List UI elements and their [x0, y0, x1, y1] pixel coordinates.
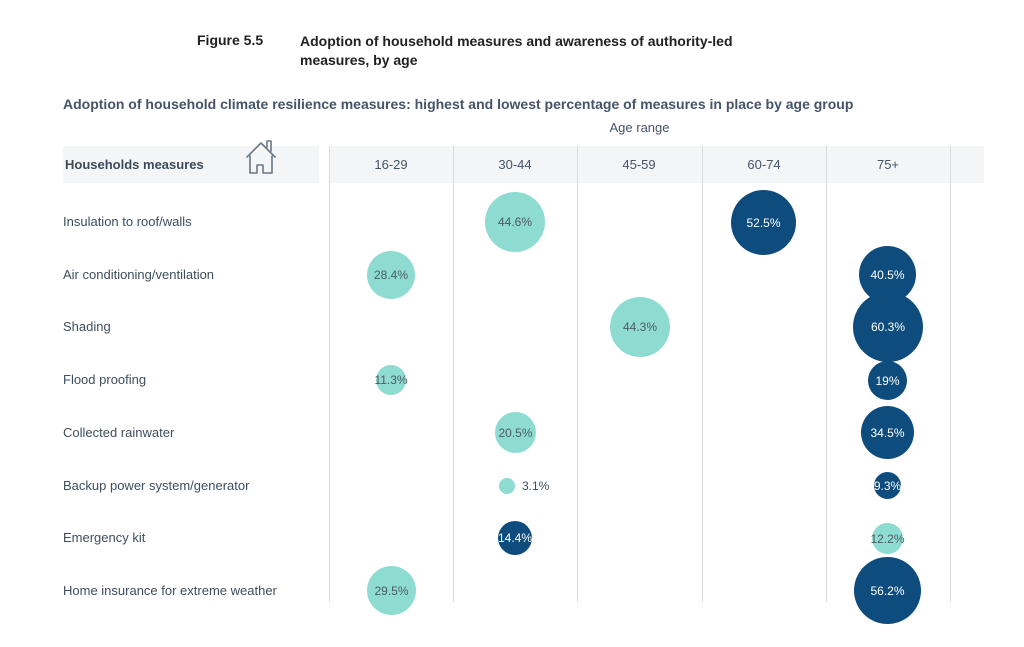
column-grid-line: [950, 146, 951, 602]
column-grid-line: [826, 146, 827, 602]
row-label: Backup power system/generator: [63, 478, 250, 493]
row-label: Air conditioning/ventilation: [63, 267, 215, 282]
row-label: Collected rainwater: [63, 425, 175, 440]
bubble-highest: 40.5%: [859, 246, 916, 303]
bubble-highest: 34.5%: [861, 406, 914, 459]
row-header-label: Households measures: [65, 157, 204, 172]
figure-title-line1: Adoption of household measures and awareness of authority-led: [300, 33, 733, 49]
row-label: Emergency kit: [63, 530, 146, 545]
column-header-30-44: 30-44: [498, 157, 532, 172]
bubble-lowest: 44.6%: [485, 192, 545, 252]
bubble-highest: 9.3%: [874, 472, 901, 499]
figure-number: Figure 5.5: [197, 32, 264, 48]
column-header-75+: 75+: [876, 157, 900, 172]
row-label: Insulation to roof/walls: [63, 214, 192, 229]
bubble-highest: 52.5%: [731, 190, 796, 255]
column-grid-line: [329, 146, 330, 602]
bubble-lowest: 11.3%: [376, 365, 406, 395]
bubble-lowest: 29.5%: [367, 566, 416, 615]
column-header-45-59: 45-59: [622, 157, 656, 172]
column-grid-line: [577, 146, 578, 602]
column-grid-line: [453, 146, 454, 602]
column-header-16-29: 16-29: [374, 157, 408, 172]
bubble-lowest: 44.3%: [610, 297, 670, 357]
row-label: Shading: [63, 319, 111, 334]
bubble-value-label: 3.1%: [522, 479, 550, 493]
bubble-lowest: [499, 478, 515, 494]
column-header-60-74: 60-74: [747, 157, 781, 172]
age-range-axis-label: Age range: [609, 120, 670, 135]
chart-title: Adoption of household climate resilience measures: highest and lowest percentage of measures in place by age group: [63, 96, 854, 112]
figure-title-line2: measures, by age: [300, 52, 418, 68]
row-label: Flood proofing: [63, 372, 147, 387]
bubble-highest: 14.4%: [498, 521, 532, 555]
bubble-lowest: 20.5%: [495, 412, 536, 453]
bubble-lowest: 28.4%: [367, 251, 415, 299]
bubble-highest: 56.2%: [854, 557, 921, 624]
bubble-lowest: 12.2%: [872, 523, 903, 554]
column-grid-line: [702, 146, 703, 602]
row-label: Home insurance for extreme weather: [63, 583, 277, 598]
bubble-highest: 60.3%: [853, 292, 923, 362]
bubble-highest: 19%: [868, 361, 907, 400]
